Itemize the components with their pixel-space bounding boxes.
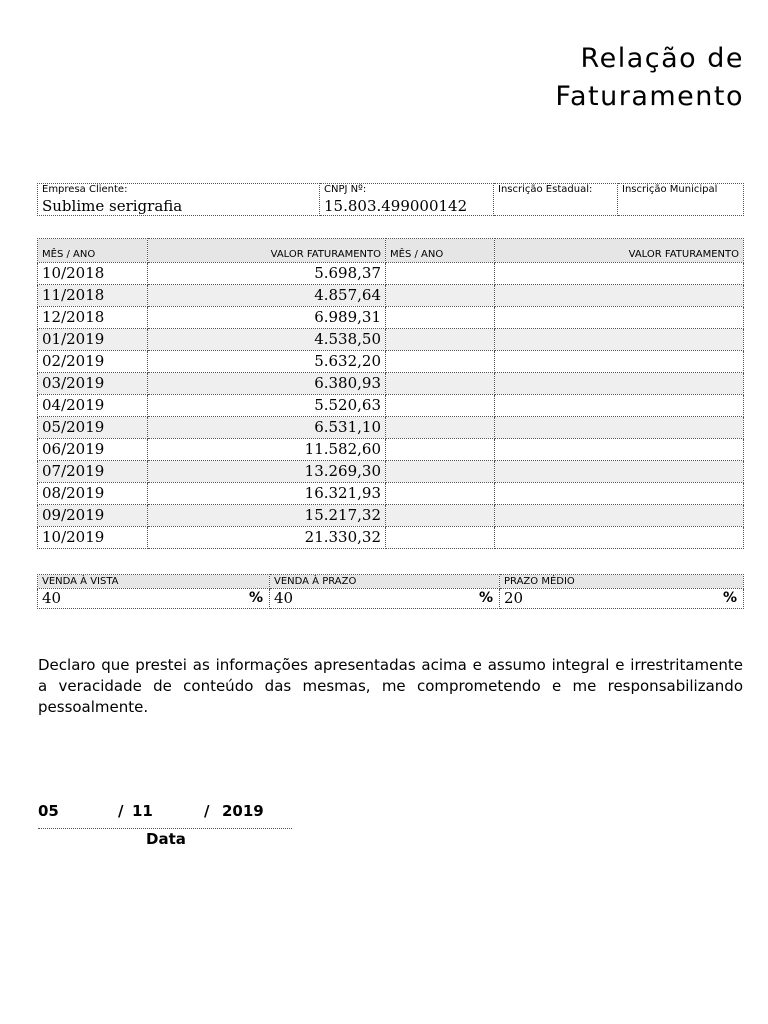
header-billing-value: VALOR FATURAMENTO (148, 239, 386, 263)
month-year-cell-2[interactable] (386, 417, 495, 439)
title-line-1: Relação de (580, 43, 744, 74)
billing-value-cell-2[interactable] (495, 307, 744, 329)
city-reg-label: Inscrição Municipal (622, 184, 718, 195)
header-month-year-2: MÊS / ANO (386, 239, 495, 263)
percent-sign: % (248, 590, 263, 606)
month-year-cell-2[interactable] (386, 461, 495, 483)
document-title (555, 40, 744, 116)
month-year-cell[interactable]: 07/2019 (38, 461, 148, 483)
billing-value-cell-2[interactable] (495, 417, 744, 439)
month-year-cell-2[interactable] (386, 395, 495, 417)
month-year-cell[interactable]: 06/2019 (38, 439, 148, 461)
billing-value-cell-2[interactable] (495, 351, 744, 373)
sales-header-row (38, 575, 744, 589)
month-year-cell[interactable]: 09/2019 (38, 505, 148, 527)
table-row (38, 329, 744, 351)
header-billing-value-2: VALOR FATURAMENTO (495, 239, 744, 263)
client-cell (38, 184, 320, 216)
billing-value-cell[interactable]: 13.269,30 (148, 461, 386, 483)
billing-value-cell-2[interactable] (495, 263, 744, 285)
cash-sale-field[interactable]: 40 (42, 589, 62, 607)
title-line-2: Faturamento (555, 81, 744, 112)
cnpj-field[interactable]: 15.803.499000142 (324, 197, 468, 215)
date-separator: / (204, 802, 210, 820)
month-year-cell[interactable]: 04/2019 (38, 395, 148, 417)
month-year-cell[interactable]: 10/2018 (38, 263, 148, 285)
billing-value-cell-2[interactable] (495, 329, 744, 351)
month-year-cell-2[interactable] (386, 505, 495, 527)
month-year-cell[interactable]: 11/2018 (38, 285, 148, 307)
cnpj-label: CNPJ Nº: (324, 184, 367, 195)
table-row (38, 307, 744, 329)
month-year-cell-2[interactable] (386, 351, 495, 373)
month-year-cell-2[interactable] (386, 373, 495, 395)
cnpj-cell (320, 184, 494, 216)
month-year-cell-2[interactable] (386, 285, 495, 307)
billing-value-cell[interactable]: 16.321,93 (148, 483, 386, 505)
avg-term-field[interactable]: 20 (504, 589, 524, 607)
percent-sign: % (722, 590, 737, 606)
billing-value-cell-2[interactable] (495, 285, 744, 307)
billing-value-cell[interactable]: 15.217,32 (148, 505, 386, 527)
avg-term-label: PRAZO MÉDIO (500, 575, 744, 589)
billing-value-cell-2[interactable] (495, 373, 744, 395)
billing-value-cell-2[interactable] (495, 483, 744, 505)
billing-value-cell[interactable]: 21.330,32 (148, 527, 386, 549)
credit-sale-field[interactable]: 40 (274, 589, 294, 607)
table-row (38, 461, 744, 483)
client-label: Empresa Cliente: (42, 184, 128, 195)
month-year-cell[interactable]: 05/2019 (38, 417, 148, 439)
month-year-cell-2[interactable] (386, 263, 495, 285)
billing-value-cell-2[interactable] (495, 439, 744, 461)
table-row (38, 395, 744, 417)
month-year-cell[interactable]: 02/2019 (38, 351, 148, 373)
percent-sign: % (478, 590, 493, 606)
billing-value-cell[interactable]: 5.698,37 (148, 263, 386, 285)
month-year-cell-2[interactable] (386, 439, 495, 461)
state-reg-label: Inscrição Estadual: (498, 184, 593, 195)
billing-table (37, 238, 744, 549)
date-line (38, 802, 292, 829)
cash-sale-cell (38, 589, 270, 609)
credit-sale-cell (270, 589, 500, 609)
month-year-cell[interactable]: 01/2019 (38, 329, 148, 351)
billing-value-cell[interactable]: 6.989,31 (148, 307, 386, 329)
company-info-table (37, 183, 744, 216)
billing-value-cell[interactable]: 6.380,93 (148, 373, 386, 395)
city-reg-cell (618, 184, 744, 216)
avg-term-cell (500, 589, 744, 609)
table-row (38, 373, 744, 395)
table-row (38, 285, 744, 307)
month-year-cell[interactable]: 10/2019 (38, 527, 148, 549)
billing-value-cell[interactable]: 4.857,64 (148, 285, 386, 307)
date-year[interactable]: 2019 (222, 802, 264, 820)
date-month[interactable]: 11 (132, 802, 153, 820)
sales-values-row (38, 589, 744, 609)
month-year-cell[interactable]: 03/2019 (38, 373, 148, 395)
table-row (38, 439, 744, 461)
billing-value-cell[interactable]: 5.520,63 (148, 395, 386, 417)
month-year-cell[interactable]: 08/2019 (38, 483, 148, 505)
date-label: Data (146, 830, 186, 848)
month-year-cell-2[interactable] (386, 483, 495, 505)
table-row (38, 505, 744, 527)
table-row (38, 417, 744, 439)
billing-header-row (38, 239, 744, 263)
cash-sale-label: VENDA À VISTA (38, 575, 270, 589)
month-year-cell-2[interactable] (386, 307, 495, 329)
date-separator: / (118, 802, 124, 820)
date-day[interactable]: 05 (38, 802, 59, 820)
billing-value-cell-2[interactable] (495, 461, 744, 483)
client-field[interactable]: Sublime serigrafia (42, 197, 183, 215)
billing-value-cell[interactable]: 5.632,20 (148, 351, 386, 373)
billing-value-cell[interactable]: 4.538,50 (148, 329, 386, 351)
billing-value-cell[interactable]: 11.582,60 (148, 439, 386, 461)
table-row (38, 483, 744, 505)
table-row (38, 527, 744, 549)
credit-sale-label: VENDA À PRAZO (270, 575, 500, 589)
header-month-year: MÊS / ANO (38, 239, 148, 263)
month-year-cell-2[interactable] (386, 329, 495, 351)
sales-terms-table (37, 574, 744, 609)
table-row (38, 263, 744, 285)
billing-value-cell-2[interactable] (495, 395, 744, 417)
billing-value-cell-2[interactable] (495, 527, 744, 549)
billing-value-cell[interactable]: 6.531,10 (148, 417, 386, 439)
billing-value-cell-2[interactable] (495, 505, 744, 527)
declaration-text: Declaro que prestei as informações apresentadas acima e assumo integral e irrestritamente a veracidade de conteúdo das mesmas, me comprometendo e me responsabilizando pessoalmente. (38, 656, 743, 716)
month-year-cell[interactable]: 12/2018 (38, 307, 148, 329)
month-year-cell-2[interactable] (386, 527, 495, 549)
state-reg-cell (494, 184, 618, 216)
table-row (38, 351, 744, 373)
